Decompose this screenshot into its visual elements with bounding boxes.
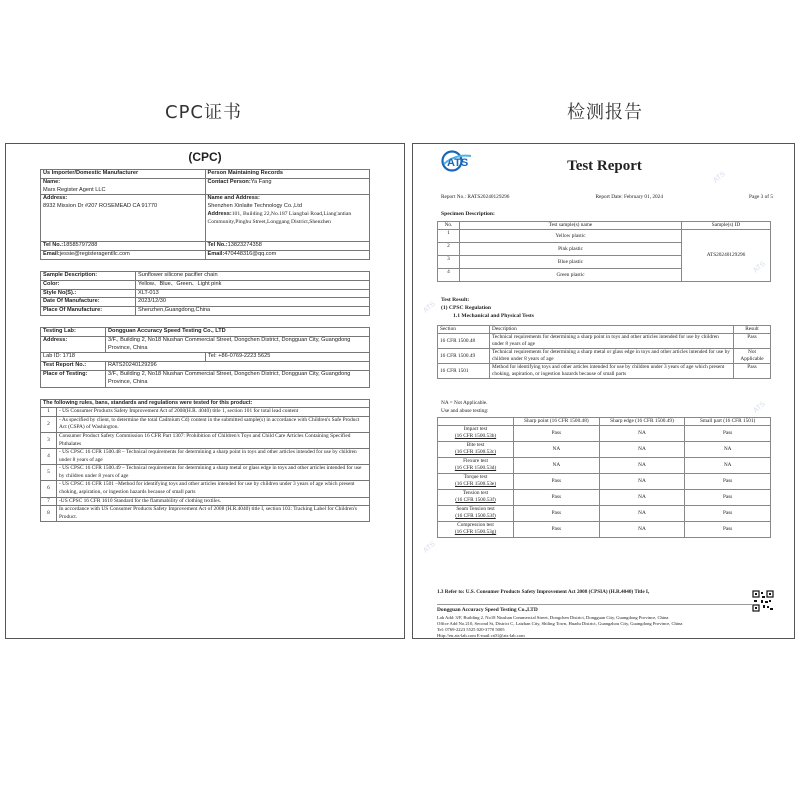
abuse-row <box>438 442 771 458</box>
legal-fine-print <box>437 596 771 605</box>
abuse-test <box>438 442 514 458</box>
rule-row <box>41 449 370 465</box>
abuse-test <box>438 522 514 538</box>
abuse-result: Pass <box>514 522 600 538</box>
mech-section: 16 CFR 1501 <box>438 364 490 379</box>
watermark: ATS <box>712 170 727 185</box>
rule-text: In accordance with US Consumer Products Safety Improvement Act of 2008 (H.R.4040) title I, section 103: Tracking Label for Children's Product. <box>57 506 370 522</box>
abuse-result: NA <box>599 426 685 442</box>
records-tel-label: Tel No.: <box>207 242 228 249</box>
abuse-row <box>438 522 771 538</box>
sample-row-label: Sample Description: <box>41 271 136 280</box>
importer-name: Mars Register Agent LLC <box>43 186 106 193</box>
rule-number: 7 <box>41 497 57 506</box>
abuse-result: Pass <box>514 474 600 490</box>
abuse-test-cfr: (16 CFR 1500.53c) <box>454 449 497 455</box>
abuse-result: Pass <box>685 522 771 538</box>
specimen-name: Blue plastic <box>460 256 682 269</box>
mech-col-desc: Description <box>490 326 734 334</box>
rule-text: - As specified by client, to determine the total Cadmium Cd) content in the submitted sample(s) in accordance with Children's Safe Product Act (CSPA) of Washington. <box>57 416 370 432</box>
spec-col-id: Sample(s) ID <box>682 222 771 230</box>
records-email-label: Email: <box>207 251 225 258</box>
abuse-test-name: Tension test <box>462 490 489 496</box>
rule-number: 8 <box>41 506 57 522</box>
rule-number: 6 <box>41 481 57 497</box>
mech-result: Pass <box>734 364 771 379</box>
specimen-no: 2 <box>438 243 460 256</box>
abuse-test-cfr: (16 CFR 1500.53f) <box>455 497 496 503</box>
rule-row <box>41 408 370 417</box>
cpc-title: (CPC) <box>188 150 222 164</box>
importer-tel: 18585797288 <box>63 242 98 249</box>
records-address-label: Address: <box>207 210 232 217</box>
lab-label: Testing Lab: <box>41 327 106 336</box>
mech-row <box>438 349 771 364</box>
abuse-test-cfr: (16 CFR 1500.53d) <box>454 465 497 471</box>
rule-text: - US Consumer Products Safety Improvement Act of 2008(H.R. 4040) title 1, section 101 for total lead content <box>57 408 370 417</box>
rule-text: - US CPSC 16 CFR 1501 –Method for identifying toys and other articles intended for use by children under 3 years of age which present choking, aspiration, or ingestion hazards because of small parts <box>57 481 370 497</box>
sample-row-value: Yellow、Blue、Green、Light pink <box>136 280 370 289</box>
abuse-col-sharp-edge: Sharp edge (16 CFR 1500.49) <box>599 418 685 426</box>
abuse-result: NA <box>599 522 685 538</box>
specimen-no: 4 <box>438 269 460 282</box>
abuse-test <box>438 490 514 506</box>
mech-col-result: Result <box>734 326 771 334</box>
rule-number: 5 <box>41 465 57 481</box>
sample-row-label: Date Of Manufacture: <box>41 298 136 307</box>
use-abuse-label: Use and abuse testing: <box>441 408 489 414</box>
report-title: Test Report <box>567 158 642 174</box>
importer-tel-label: Tel No.: <box>43 242 64 249</box>
lab-name: Dongguan Accuracy Speed Testing Co., LTD <box>106 327 370 336</box>
lab-address: Lab Add: 3/F, Building 2, No18 Niushan Commercial Street, Dongchen District, Dongguan City, Guangdong Province, China <box>437 615 669 620</box>
specimen-id: ATS20240129296 <box>682 230 771 282</box>
rule-row <box>41 506 370 522</box>
abuse-test-cfr: (16 CFR 1500.53f) <box>455 513 496 519</box>
abuse-test-name: Compression test <box>457 522 494 528</box>
qr-code-icon <box>752 590 774 612</box>
sample-row-value: Sunflower silicone pacifier chain <box>136 271 370 280</box>
abuse-test-name: Bite test <box>466 442 485 448</box>
records-tel: 13823274358 <box>227 242 262 249</box>
sample-row-value: XLT-013 <box>136 289 370 298</box>
abuse-result: Pass <box>514 426 600 442</box>
report-date: Report Date: February 01, 2024 <box>595 194 663 200</box>
abuse-result: NA <box>599 458 685 474</box>
lab-address-label: Address: <box>41 336 106 353</box>
abuse-result: NA <box>599 490 685 506</box>
rule-number: 1 <box>41 408 57 417</box>
sample-row <box>41 298 370 307</box>
abuse-col-small-part: Small part (16 CFR 1501) <box>685 418 771 426</box>
abuse-result: NA <box>514 442 600 458</box>
place-label: Place of Testing: <box>41 370 106 387</box>
abuse-result: NA <box>685 442 771 458</box>
report-no: RATS20240129296 <box>106 362 370 371</box>
contact-value: Ya Fang <box>250 178 272 185</box>
watermark: ATS <box>422 540 437 555</box>
cpc-certificate <box>5 143 405 639</box>
specimen-no: 1 <box>438 230 460 243</box>
watermark: ATS <box>752 260 767 275</box>
place-value: 3/F., Building 2, No18 Niushan Commercial Street, Dongchen District, Dongguan City, Guangdong Province, China <box>106 370 370 387</box>
abuse-row <box>438 474 771 490</box>
rule-text: - US CPSC 16 CFR 1500.48 – Technical requirements for determining a sharp point in toys and other articles intended for use by children under 8 years of age <box>57 449 370 465</box>
abuse-test <box>438 474 514 490</box>
spec-col-name: Test sample(s) name <box>460 222 682 230</box>
abuse-result: NA <box>599 506 685 522</box>
abuse-test-name: Seam Tension test <box>456 506 495 512</box>
specimen-name: Pink plastic <box>460 243 682 256</box>
result-label: Test Result: <box>441 297 470 303</box>
abuse-test <box>438 506 514 522</box>
rule-row <box>41 481 370 497</box>
report-caption: 检测报告 <box>567 102 643 123</box>
abuse-result: Pass <box>685 474 771 490</box>
abuse-result: Pass <box>685 426 771 442</box>
rule-text: - US CPSC 16 CFR 1500.49 – Technical requirements for determining a sharp metal or glass edge in toys and other articles intended for use by children under 8 years of age <box>57 465 370 481</box>
records-email: 470448316@qq.com <box>224 251 277 258</box>
rule-number: 2 <box>41 416 57 432</box>
sample-row-label: Style No(S).: <box>41 289 136 298</box>
watermark: ATS <box>752 400 767 415</box>
mech-section: 16 CFR 1500.49 <box>438 349 490 364</box>
rules-table <box>40 399 370 523</box>
abuse-result: Pass <box>685 490 771 506</box>
abuse-test <box>438 458 514 474</box>
mech-result: Pass <box>734 334 771 349</box>
rule-text: -US CPSC 16 CFR 1610 Standard for the flammability of clothing textiles. <box>57 497 370 506</box>
sample-row-value: Shenzhen,Guangdong,China <box>136 307 370 316</box>
abuse-result: NA <box>514 458 600 474</box>
records-header: Person Maintaining Records <box>205 170 370 179</box>
abuse-table <box>437 417 771 538</box>
mech-desc: Technical requirements for determining a sharp metal or glass edge in toys and other articles intended for use by children under 8 years of age <box>490 349 734 364</box>
specimen-name: Green plastic <box>460 269 682 282</box>
sample-row-value: 2023/12/30 <box>136 298 370 307</box>
name-address-label: Name and Address: <box>207 195 260 202</box>
specimen-row <box>438 230 771 243</box>
rule-number: 4 <box>41 449 57 465</box>
abuse-test-name: Impact test <box>463 426 488 432</box>
specimen-name: Yellow plastic <box>460 230 682 243</box>
abuse-row <box>438 458 771 474</box>
abuse-row <box>438 506 771 522</box>
abuse-row <box>438 490 771 506</box>
mech-desc: Technical requirements for determining a sharp point in toys and other articles intended for use by children under 8 years of age <box>490 334 734 349</box>
lab-tel: Tel: +86-0769-2223 5625 <box>206 353 370 362</box>
mech-section: 16 CFR 1500.48 <box>438 334 490 349</box>
refer-note: 1.3 Refer to: U.S. Consumer Products Safety Improvement Act 2008 (CPSIA) (H.R.4040) Title I, <box>437 589 650 595</box>
sample-row <box>41 289 370 298</box>
sample-row <box>41 271 370 280</box>
contact-label: Contact Person: <box>207 178 251 185</box>
importer-address-label: Address: <box>43 195 68 202</box>
mech-row <box>438 334 771 349</box>
rule-number: 3 <box>41 432 57 448</box>
specimen-table <box>437 221 771 282</box>
lab-company: Dongguan Accuracy Speed Testing Co.,LTD <box>437 607 538 613</box>
abuse-test-cfr: (16 CFR 1500.53g) <box>454 529 497 535</box>
abuse-col-sharp-point: Sharp point (16 CFR 1500.48) <box>514 418 600 426</box>
sample-row-label: Place Of Manufacture: <box>41 307 136 316</box>
logo-text: ATS <box>447 157 469 169</box>
lab-id: Lab ID: 1718 <box>41 353 206 362</box>
importer-email-label: Email: <box>43 251 60 258</box>
rule-text: Consumer Product Safety Commission 16 CFR Part 1307: Prohibition of Children's Toys and Child Care Articles Containing Specified Phthalates <box>57 432 370 448</box>
records-address: 101, Building 22,No.187 Liangbai Road,Liang'antian Community,Pinghu Street,Longgang District,Shenzhen <box>207 210 352 225</box>
office-address: Office Add No.210, Second St, District C, Laizhan City, Shiling Town, Huadu District, Guangzhou City, Guangdong Province, China <box>437 621 683 626</box>
abuse-row <box>438 426 771 442</box>
sample-row-label: Color: <box>41 280 136 289</box>
test-report <box>412 143 795 639</box>
abuse-result: Pass <box>685 506 771 522</box>
rule-row <box>41 465 370 481</box>
abuse-result: Pass <box>514 506 600 522</box>
abuse-result: Pass <box>514 490 600 506</box>
rules-header: The following rules, bans, standards and regulations were tested for this product: <box>41 399 370 408</box>
mech-table <box>437 325 771 379</box>
importer-name-label: Name: <box>43 178 61 185</box>
lab-table <box>40 327 370 388</box>
rule-row <box>41 432 370 448</box>
sample-table <box>40 271 370 316</box>
report-no-label: Test Report No.: <box>41 362 106 371</box>
contact-phone: Tel: 0769-2223 5525 020-3770 5005 <box>437 627 505 632</box>
lab-address: 3/F., Building 2, No18 Niushan Commercial Street, Dongchen District, Dongguan City, Guangdong Province, China <box>106 336 370 353</box>
mech-label: 1.1 Mechanical and Physical Tests <box>453 313 534 319</box>
rule-row <box>41 416 370 432</box>
records-company: Shenzhen Xinlaite Technology Co.,Ltd <box>207 203 302 210</box>
abuse-result: NA <box>685 458 771 474</box>
importer-header: Us Importer/Domestic Manufacturer <box>41 170 206 179</box>
importer-email: jessie@registeragentllc.com <box>59 251 130 258</box>
sample-row <box>41 307 370 316</box>
abuse-test-cfr: (16 CFR 1500.53e) <box>454 481 497 487</box>
spec-col-no: No. <box>438 222 460 230</box>
specimen-label: Specimen Description: <box>441 211 495 217</box>
abuse-test-cfr: (16 CFR 1500.53b) <box>454 433 497 439</box>
na-note: NA = Not Applicable. <box>441 400 488 406</box>
mech-col-section: Section <box>438 326 490 334</box>
abuse-test <box>438 426 514 442</box>
importer-table <box>40 169 370 260</box>
mech-desc: Method for identifying toys and other articles intended for use by children under 3 years of age which present choking, aspiration, or ingestion hazards because of small parts <box>490 364 734 379</box>
abuse-test-name: Flexure test <box>463 458 488 464</box>
cpc-caption: CPC证书 <box>165 102 242 123</box>
page-number: Page 3 of 5 <box>749 194 773 200</box>
web-email: Http://en.ats-lab.com E-mail:cs01@ats-lab.com <box>437 633 525 638</box>
mech-result: Not Applicable <box>734 349 771 364</box>
sample-row <box>41 280 370 289</box>
report-number: Report No.: RATS20240129296 <box>441 194 510 200</box>
mech-row <box>438 364 771 379</box>
cpsc-label: (1) CPSC Regulation <box>441 305 492 311</box>
abuse-test-name: Torque test <box>463 474 488 480</box>
abuse-result: NA <box>599 442 685 458</box>
abuse-result: NA <box>599 474 685 490</box>
specimen-no: 3 <box>438 256 460 269</box>
watermark: ATS <box>422 300 437 315</box>
importer-address: 8932 Mission Dr #207 ROSEMEAD CA 91770 <box>43 203 158 210</box>
rule-row <box>41 497 370 506</box>
